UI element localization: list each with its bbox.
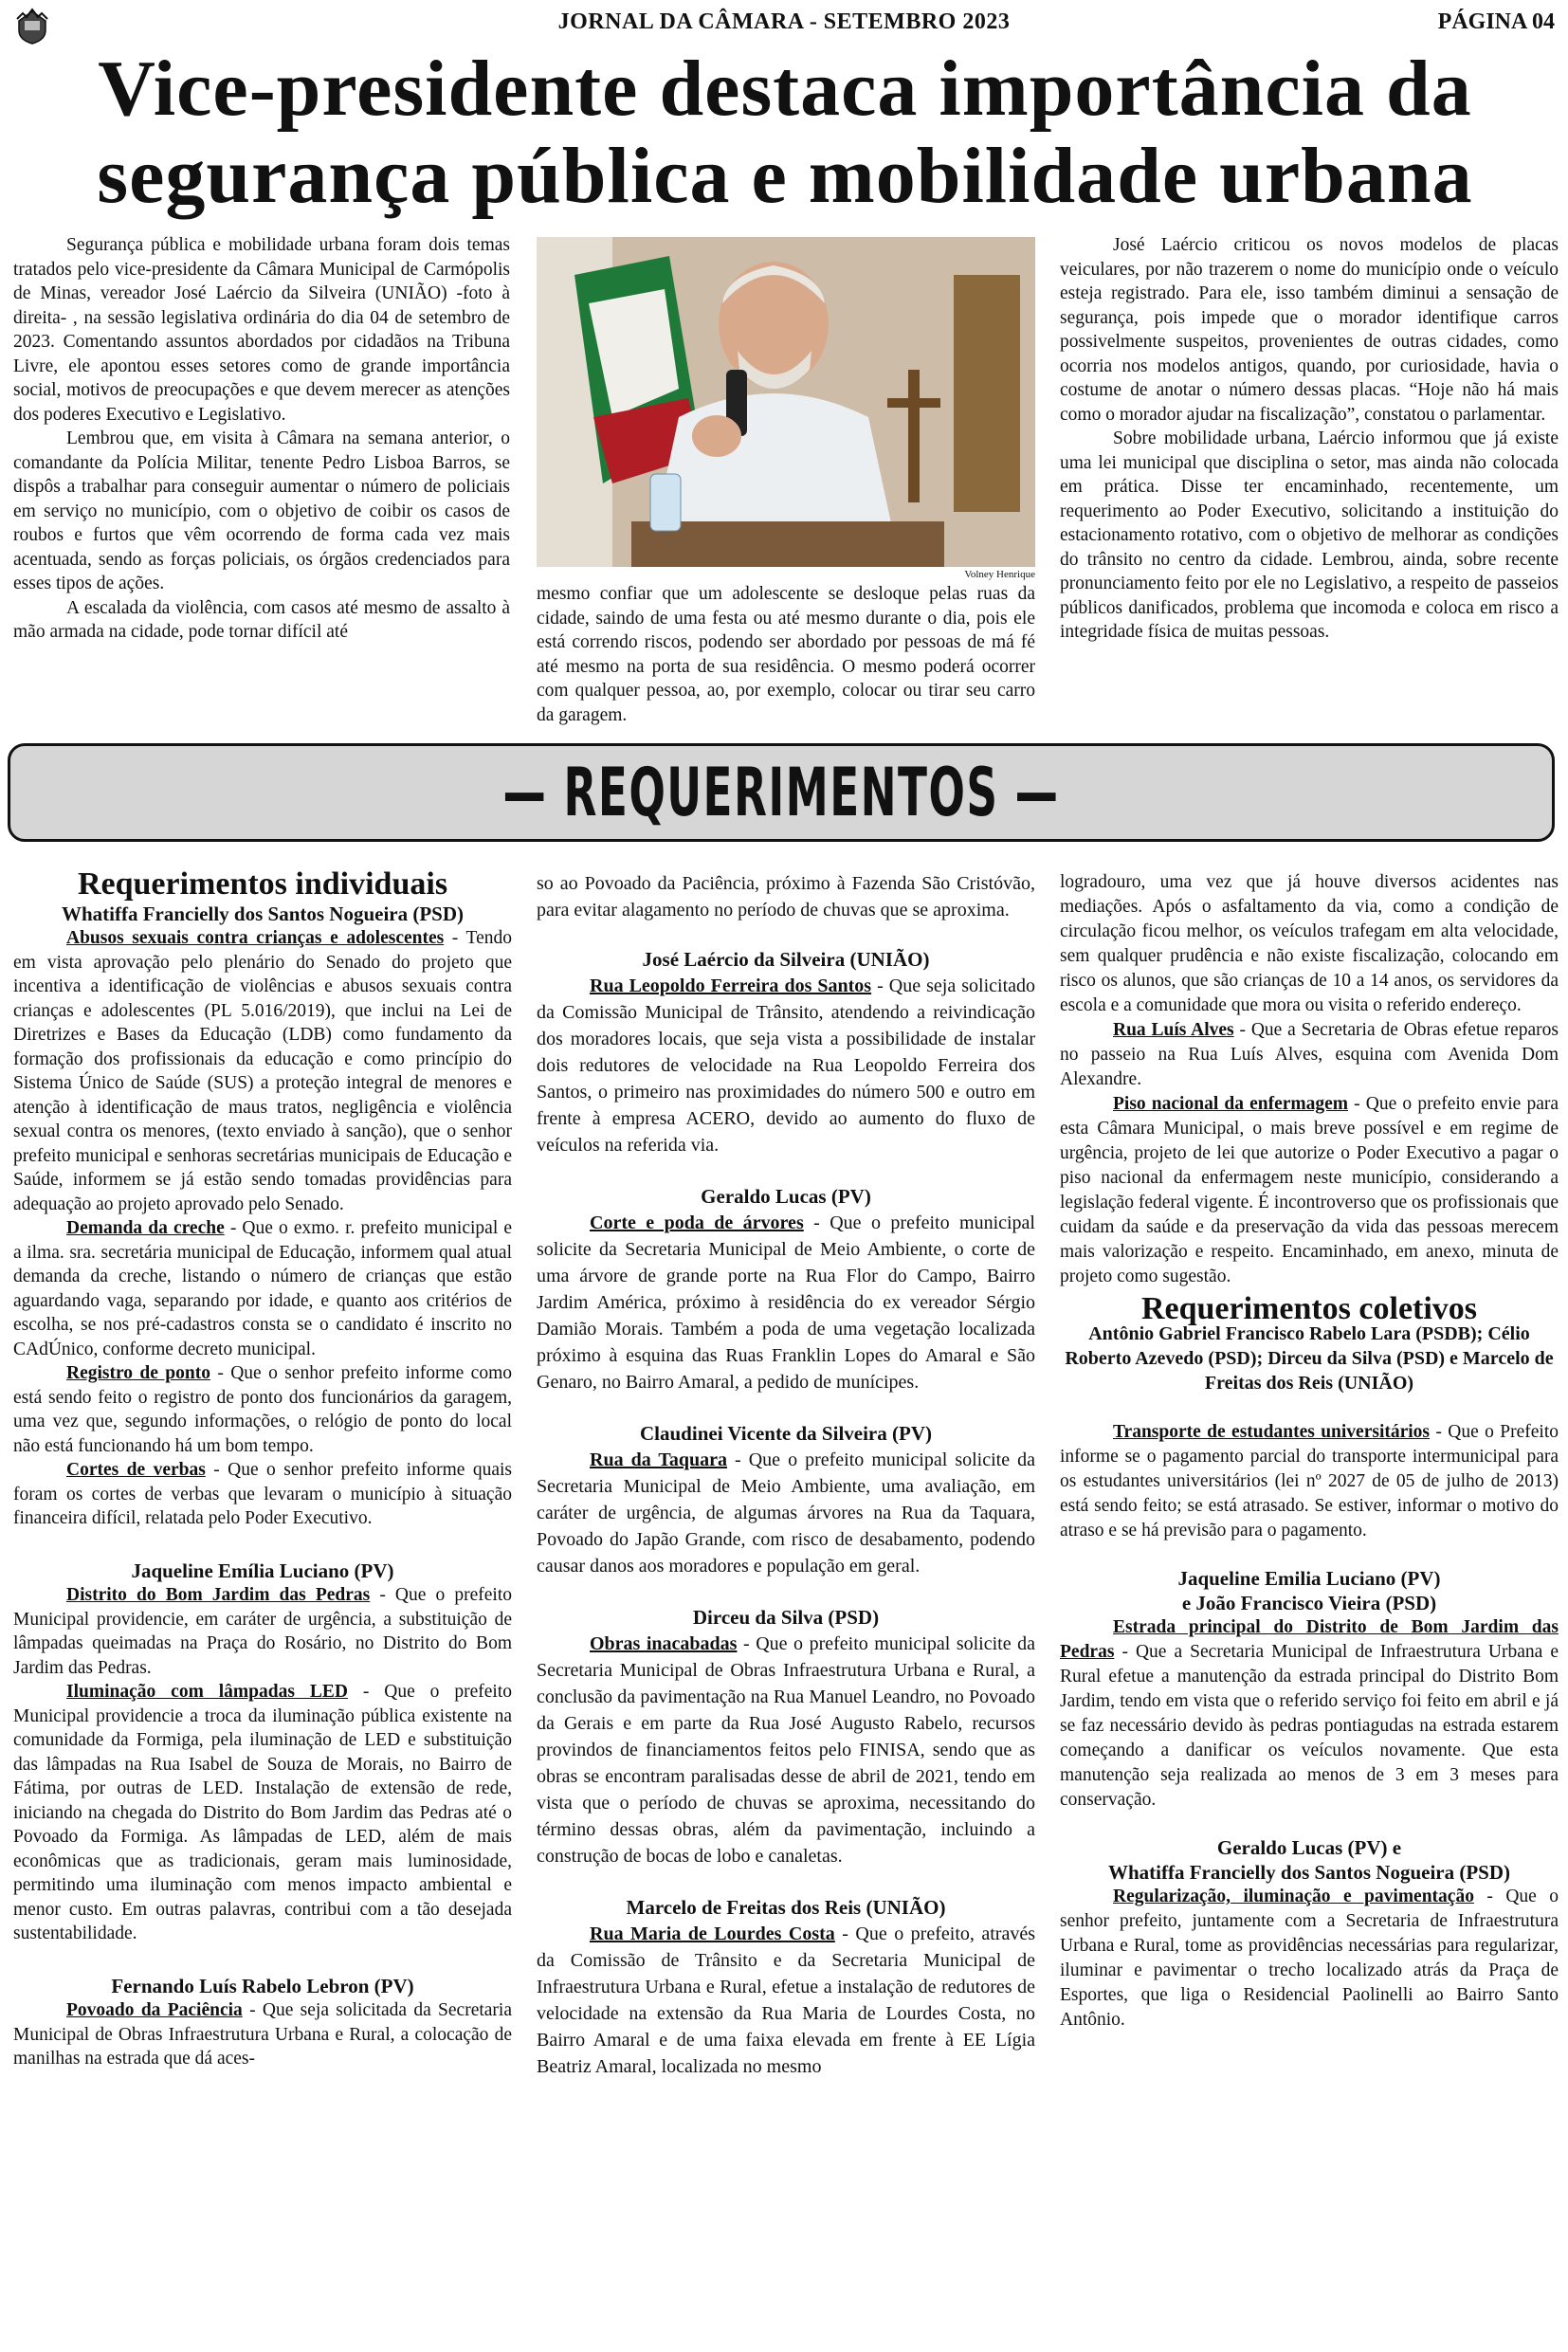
request-text: - Que o prefeito Municipal providencie, em caráter de urgência, a substituição de lâmpadas queimadas na Praça do Rosário, no Distrito do Bom Jardim das Pedras. <box>13 1585 512 1678</box>
article-paragraph: José Laércio criticou os novos modelos de placas veiculares, por não trazerem o nome do município onde o veículo esteja registrado. Para ele, isso também diminui a sensação de segurança, pois impede que o morador identifique carros possivelmente suspeitos, provenientes de outras cidades, como ocorria nos modelos antigos, quando, por curiosidade, havia o costume de anotar o número dessas placas. “Hoje não há mais como o morador ajudar na fiscalização”, constatou o parlamentar. <box>1060 235 1559 425</box>
request-topic: Transporte de estudantes universitários <box>1113 1422 1431 1442</box>
author-heading: Marcelo de Freitas dos Reis (UNIÃO) <box>626 1896 946 1919</box>
requerimentos-column-2 <box>537 870 1035 2080</box>
request-item <box>13 1361 512 1458</box>
request-item <box>537 1447 1035 1579</box>
request-text: - Que o senhor prefeito, juntamente com a Secretaria de Infraestrutura Urbana e Rural, tome as providências necessárias para regularizar, iluminar e pavimentar o trecho localizado atrás da Praça de Esportes, que liga o Residencial Paolinelli ao Bairro Santo Antônio. <box>1060 1887 1559 2030</box>
author-heading: Antônio Gabriel Francisco Rabelo Lara (PSDB); Célio Roberto Azevedo (PSD); Dirceu da Silva (PSD) e Marcelo de Freitas dos Reis (UNIÃO) <box>1065 1323 1554 1394</box>
request-item <box>1060 1092 1559 1289</box>
request-topic: Regularização, iluminação e pavimentação <box>1113 1887 1474 1906</box>
request-item <box>13 1998 512 2071</box>
request-text: - Que o prefeito, através da Comissão de Trânsito e da Secretaria Municipal de Infraestrutura Urbana e Rural, efetue a instalação de redutores de velocidade na extensão da Rua Maria de Lourdes Costa, no Bairro Amaral e de uma faixa elevada em frente à EE Lígia Beatriz Amaral, localizada no mesmo <box>537 1924 1035 2077</box>
author-heading: Jaqueline Emília Luciano (PV) <box>131 1559 394 1582</box>
request-item <box>13 1583 512 1680</box>
article-column-2 <box>537 582 1035 727</box>
request-topic: Corte e poda de árvores <box>590 1212 804 1233</box>
author-heading: Geraldo Lucas (PV) e <box>1216 1836 1402 1859</box>
article-column-3 <box>1060 233 1559 645</box>
author-heading: e João Francisco Vieira (PSD) <box>1181 1592 1437 1614</box>
request-item <box>13 1458 512 1531</box>
request-text: - Tendo em vista aprovação pelo plenário do Senado do projeto que incentiva a identificação de violências e abusos sexuais contra crianças e adolescentes (PL 5.016/2019), que inclui na Lei de Diretrizes e Bases da Educação (LDB) como fundamento da formação dos profissionais da educação e como princípio do Sistema Único de Saúde (SUS) a proteção integral de menores e atenção à identificação de maus tratos, negligência e violência sexual contra os menores, (texto enviado à sanção), que o senhor prefeito municipal e senhoras secretárias municipais de Educação e Saúde, informem se já estão sendo tomadas providências para adequação ao projeto aprovado pelo Senado. <box>13 928 512 1214</box>
author-heading: Whatiffa Francielly dos Santos Nogueira (PSD) <box>61 902 465 925</box>
request-item <box>537 973 1035 1158</box>
request-text: - Que seja solicitada da Secretaria Municipal de Obras Infraestrutura Urbana e Rural, a colocação de manilhas na estrada que dá aces- <box>13 2000 512 2069</box>
request-topic: Cortes de verbas <box>66 1460 206 1480</box>
request-topic: Distrito do Bom Jardim das Pedras <box>66 1585 371 1605</box>
author-heading: Fernando Luís Rabelo Lebron (PV) <box>111 1974 414 1997</box>
request-topic: Demanda da creche <box>66 1218 225 1238</box>
article-paragraph: Segurança pública e mobilidade urbana foram dois temas tratados pelo vice-presidente da Câmara Municipal de Carmópolis de Minas, vereador José Laércio da Silveira (UNIÃO) -foto à direita- , na sessão legislativa ordinária do dia 04 de setembro de 2023. Comentando assuntos abordados por cidadãos na Tribuna Livre, ele apontou esses setores como de grande importância social, motivos de preocupações e que devem merecer as atenções dos poderes Executivo e Legislativo. <box>13 235 510 425</box>
request-text-continued: logradouro, uma vez que já houve diversos acidentes nas mediações. Após o asfaltamento da via, como a condição de circulação ficou melhor, os veículos trafegam em alta velocidade, sem qualquer prudência e não existe fiscalização, colocando em risco os alunos, que são crianças de 10 a 14 anos, os servidores da escola e a comunidade que mora ou visita o referido endereço. <box>1060 872 1559 1015</box>
section-band-title: — REQUERIMENTOS — <box>502 754 1060 831</box>
section-title-collective: Requerimentos coletivos <box>1140 1291 1478 1326</box>
request-topic: Obras inacabadas <box>590 1633 738 1654</box>
author-heading: Jaqueline Emilia Luciano (PV) <box>1177 1567 1441 1590</box>
requerimentos-column-3 <box>1060 870 1559 2033</box>
photo-credit: Volney Henrique <box>964 569 1035 580</box>
request-text: - Que o senhor prefeito informe quais foram os cortes de verbas que levaram o município à situação financeira difícil, relatada pelo Poder Executivo. <box>13 1460 512 1528</box>
author-heading: Geraldo Lucas (PV) <box>701 1185 871 1208</box>
request-text: - Que a Secretaria Municipal de Infraestrutura Urbana e Rural efetue a manutenção da estrada principal do Distrito Bom Jardim, tendo em vista que o referido serviço foi feito em abril e já se faz necessário devido às pedras pontiagudas na estrada estarem começando a danificar os veículos novamente. Que esta manutenção seja realizada ao menos de 3 em 3 meses para conservação. <box>1060 1642 1559 1810</box>
request-topic: Abusos sexuais contra crianças e adolescentes <box>66 928 445 948</box>
author-heading: José Laércio da Silveira (UNIÃO) <box>642 948 930 971</box>
request-item <box>1060 1420 1559 1543</box>
request-text: - Que o exmo. r. prefeito municipal e a ilma. sra. secretária municipal de Educação, informem qual atual demanda da creche, listando o número de crianças que estão aguardando vaga, separando por idade, e quanto aos critérios de escolha, se nos pré-cadastros consta se o candidato é inscrito no CAdÚnico, conforme decreto municipal. <box>13 1218 512 1359</box>
article-paragraph: A escalada da violência, com casos até mesmo de assalto à mão armada na cidade, pode tornar difícil até <box>13 597 510 642</box>
author-heading: Whatiffa Francielly dos Santos Nogueira (PSD) <box>1107 1861 1511 1884</box>
article-paragraph: mesmo confiar que um adolescente se desloque pelas ruas da cidade, saindo de uma festa ou até mesmo durante o dia, pois ele está correndo riscos, podendo ser abordado por pessoas de má fé até mesmo na porta de sua residência. O mesmo poderá ocorrer com qualquer pessoa, ao, por exemplo, colocar ou tirar seu carro da garagem. <box>537 584 1035 725</box>
request-text: - Que seja solicitado da Comissão Municipal de Trânsito, atendendo a reivindicação dos moradores locais, que seja vista a possibilidade de instalar dois redutores de velocidade na Rua Leopoldo Ferreira dos Santos, o primeiro nas proximidades do número 500 e outro em frente à empresa ACERO, devido ao aumento do fluxo de veículos na referida via. <box>537 975 1036 1156</box>
newspaper-title: JORNAL DA CÂMARA - SETEMBRO 2023 <box>557 9 1011 34</box>
request-topic: Povoado da Paciência <box>66 2000 243 2020</box>
article-paragraph: Sobre mobilidade urbana, Laércio informou que já existe uma lei municipal que disciplina o setor, mas ainda não colocada em prática. Disse ter encaminhado, recentemente, um requerimento ao Poder Executivo, solicitando a instituição do estacionamento rotativo, com o objetivo de melhorar as condições do trânsito no centro da cidade. Lembrou, ainda, sobre recente pronunciamento feito por ele no Legislativo, a respeito de passeios públicos danificados, problema que incomoda e coloca em risco a integridade física de muitas pessoas. <box>1060 428 1559 642</box>
request-text: - Que o prefeito municipal solicite da Secretaria Municipal de Meio Ambiente, uma avaliação, em caráter de urgência, de algumas árvores na Rua da Taquara, Povoado do Japão Grande, com risco de desabamento, podendo causar danos aos moradores e população em geral. <box>537 1449 1035 1577</box>
request-topic: Rua da Taquara <box>590 1449 728 1470</box>
section-title-individual: Requerimentos individuais <box>77 866 448 902</box>
request-text: - Que o prefeito municipal solicite da Secretaria Municipal de Meio Ambiente, o corte de uma árvore de grande porte na Rua Flor do Campo, Bairro Jardim América, próximo à residência do ex vereador Sérgio Damião Morais. Também a poda de uma vegetação localizada próximo à esquina das Ruas Franklin Lopes do Amaral e São Genaro, no Bairro Amaral, a pedido de munícipes. <box>537 1212 1035 1393</box>
request-text: - Que a Secretaria de Obras efetue reparos no passeio na Rua Luís Alves, esquina com Avenida Dom Alexandre. <box>1060 1020 1559 1089</box>
request-topic: Rua Maria de Lourdes Costa <box>590 1924 835 1944</box>
request-item <box>1060 1885 1559 2033</box>
request-topic: Registro de ponto <box>66 1363 210 1383</box>
article-photo <box>537 237 1035 567</box>
request-text-continued: so ao Povoado da Paciência, próximo à Fazenda São Cristóvão, para evitar alagamento no período de chuvas que se aproxima. <box>537 873 1035 921</box>
request-item <box>13 1680 512 1946</box>
request-item <box>1060 1615 1559 1813</box>
request-topic: Rua Luís Alves <box>1113 1020 1234 1040</box>
request-text: - Que o Prefeito informe se o pagamento parcial do transporte intermunicipal para os estudantes universitários (lei nº 2027 de 05 de julho de 2013) está sendo feito; se está atrasado. Se estiver, informar o motivo do atraso e se há previsão para o pagamento. <box>1060 1422 1559 1541</box>
headline: Vice-presidente destaca importância da segurança pública e mobilidade urbana <box>97 45 1473 220</box>
article-paragraph: Lembrou que, em visita à Câmara na semana anterior, o comandante da Polícia Militar, tenente Pedro Lisboa Barros, se dispôs a trabalhar para conseguir aumentar o número de policiais em serviço no município, com o objetivo de coibir os casos de roubos e furtos que vêm ocorrendo de forma cada vez mais acentuada, sendo as forças policiais, os órgãos credenciados para esses tipos de ações. <box>13 428 510 593</box>
request-item <box>13 926 512 1216</box>
article-column-1 <box>13 233 510 645</box>
request-text: - Que o prefeito envie para esta Câmara Municipal, o mais breve possível e em regime de urgência, projeto de lei que autorize o Poder Executivo a pagar o piso nacional da enfermagem neste município, considerando a legislação federal vigente. É incontroverso que os profissionais que cuidam da saúde e da preservação da vida das pessoas merecem mais valorização e respeito. Encaminhado, em anexo, minuta de projeto como sugestão. <box>1060 1094 1559 1286</box>
page-number: PÁGINA 04 <box>1437 9 1555 34</box>
request-topic: Rua Leopoldo Ferreira dos Santos <box>590 975 872 996</box>
request-topic: Piso nacional da enfermagem <box>1113 1094 1349 1114</box>
request-item <box>13 1216 512 1361</box>
request-item <box>537 1210 1035 1395</box>
request-item <box>537 1921 1035 2080</box>
request-text: - Que o prefeito Municipal providencie a troca da iluminação pública existente na comunidade da Formiga, pela iluminação de LED e substituição das lâmpadas na Rua Isabel de Souza de Morais, no Bairro de Fátima, por outras de LED. Instalação de extensão de rede, iniciando na chegada do Distrito do Bom Jardim das Pedras até o Povoado da Formiga. As lâmpadas de LED, além de mais econômicas que as tradicionais, geram mais luminosidade, permitindo uma iluminação com menos impacto ambiental e menor custo. Em outras palavras, contribui com a tão desejada sustentabilidade. <box>13 1682 512 1943</box>
author-heading: Claudinei Vicente da Silveira (PV) <box>640 1422 932 1445</box>
request-text: - Que o prefeito municipal solicite da Secretaria Municipal de Obras Infraestrutura Urbana e Rural, a conclusão da pavimentação na Rua Manuel Leandro, no Povoado da Gerais e em parte da Rua José Augusto Rabelo, recursos provindos de financiamentos feitos pelo FINISA, sendo que as obras se encontram paralisadas desse de abril de 2021, tendo em vista que o período de chuvas se aproxima, necessitando do término dessas obras, além da pavimentação, incluindo a construção de bocas de lobo e canaletas. <box>537 1633 1035 1867</box>
request-topic: Estrada principal do Distrito de Bom Jardim das Pedras <box>1060 1617 1559 1662</box>
request-item <box>1060 1018 1559 1092</box>
request-topic: Iluminação com lâmpadas LED <box>66 1682 348 1702</box>
request-text: - Que o senhor prefeito informe como está sendo feito o registro de ponto dos funcionários da garagem, uma vez que, segundo informações, o relógio de ponto do local não está funcionando há um bom tempo. <box>13 1363 512 1456</box>
author-heading: Dirceu da Silva (PSD) <box>692 1606 880 1629</box>
requerimentos-column-1 <box>13 866 512 2071</box>
request-item <box>537 1631 1035 1869</box>
